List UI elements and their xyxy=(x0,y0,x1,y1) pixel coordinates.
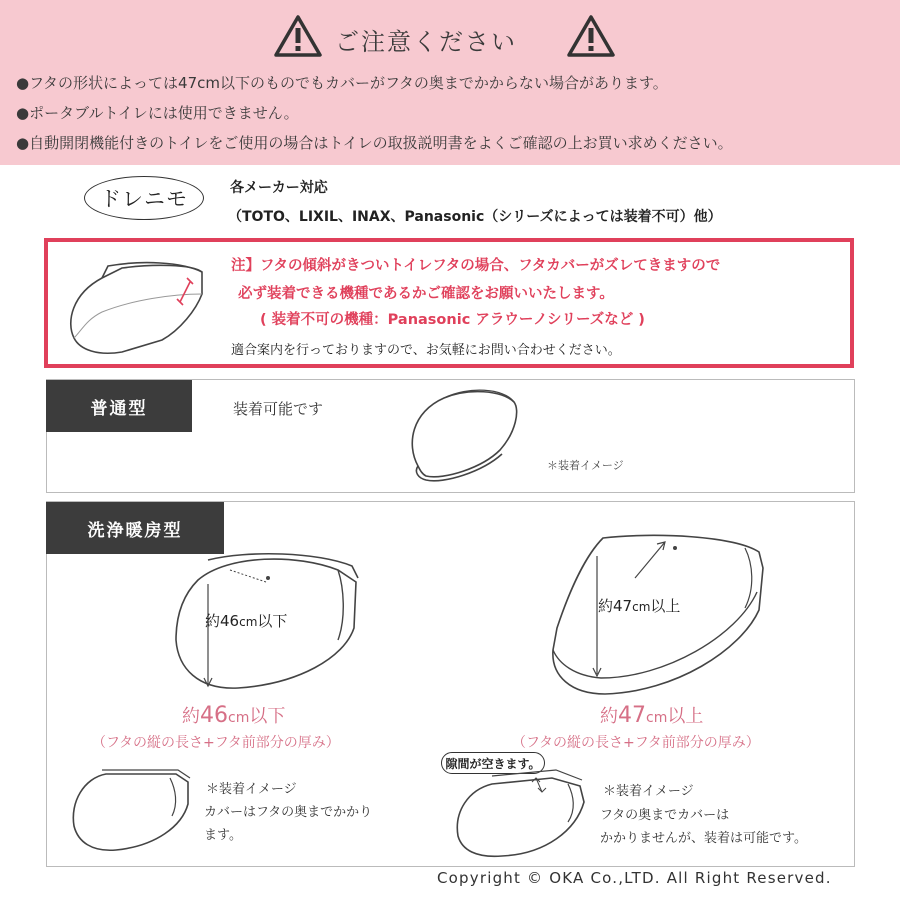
measure-number: 47 xyxy=(618,703,646,728)
size-subcaption-right: （フタの縦の長さ+フタ前部分の厚み） xyxy=(512,735,760,751)
normal-type-status: 装着可能です xyxy=(233,400,324,418)
measure-label-left xyxy=(205,610,287,631)
measure-unit: cm xyxy=(632,600,651,614)
measure-prefix: 約 xyxy=(205,612,221,630)
image-note: ＊装着イメージ xyxy=(547,459,624,472)
size-caption-right xyxy=(600,702,703,728)
notice-line: ●フタの形状によっては47cm以下のものでもカバーがフタの奥までかからない場合があります。 xyxy=(16,74,668,92)
contact-text: 適合案内を行っておりますので、お気軽にお問い合わせください。 xyxy=(231,343,621,358)
measure-unit: cm xyxy=(646,710,668,726)
image-note: ＊装着イメージ xyxy=(206,782,297,797)
caution-line: ( 装着不可の機種：Panasonic アラウーノシリーズなど ) xyxy=(260,312,645,328)
notice-title: ご注意ください xyxy=(335,28,517,56)
warning-icon xyxy=(567,14,615,58)
brand-logo: ドレニモ xyxy=(84,176,204,220)
measure-unit: cm xyxy=(228,710,250,726)
measure-suffix: 以下 xyxy=(249,706,286,727)
tilted-lid-illustration xyxy=(62,250,212,362)
fitted-cover-illustration xyxy=(66,766,194,858)
measure-number: 47 xyxy=(613,597,633,615)
image-note-line: フタの奥までカバーは xyxy=(600,808,730,823)
notice-title-row xyxy=(0,10,900,64)
compat-detail: （TOTO、LIXIL、INAX、Panasonic（シリーズによっては装着不可）他） xyxy=(228,209,722,225)
measure-suffix: 以上 xyxy=(667,706,704,727)
gap-callout: 隙間が空きます。 xyxy=(441,752,545,774)
notice-line: ●ポータブルトイレには使用できません。 xyxy=(16,104,299,122)
image-note: ＊装着イメージ xyxy=(603,784,694,799)
measure-suffix: 以上 xyxy=(650,597,681,615)
measure-prefix: 約 xyxy=(182,706,200,727)
size-caption-left xyxy=(182,702,285,728)
image-note-line: かかりませんが、装着は可能です。 xyxy=(600,831,807,846)
measure-prefix: 約 xyxy=(598,597,614,615)
normal-type-tag: 普通型 xyxy=(46,380,192,432)
warning-icon xyxy=(274,14,322,58)
measure-number: 46 xyxy=(220,612,240,630)
measure-unit: cm xyxy=(239,615,258,629)
measure-number: 46 xyxy=(200,703,228,728)
image-note-line: カバーはフタの奥までかかり xyxy=(204,805,373,820)
washlet-lid-large-illustration xyxy=(545,532,770,700)
caution-line: 必ず装着できる機種であるかご確認をお願いいたします。 xyxy=(238,286,614,302)
caution-box xyxy=(44,238,854,368)
compat-title: 各メーカー対応 xyxy=(230,180,328,196)
copyright: Copyright © OKA Co.,LTD. All Right Reserved. xyxy=(437,869,832,887)
measure-label-right xyxy=(598,595,680,616)
measure-suffix: 以下 xyxy=(257,612,288,630)
caution-line: 注】フタの傾斜がきついトイレフタの場合、フタカバーがズレてきますので xyxy=(231,258,721,274)
normal-lid-illustration xyxy=(404,384,522,484)
notice-line: ●自動開閉機能付きのトイレをご使用の場合はトイレの取扱説明書をよくご確認の上お買い求めください。 xyxy=(16,134,733,152)
gap-cover-illustration xyxy=(452,766,592,862)
image-note-line: ます。 xyxy=(204,828,242,843)
size-subcaption-left: （フタの縦の長さ+フタ前部分の厚み） xyxy=(92,735,340,751)
measure-prefix: 約 xyxy=(600,706,618,727)
washlet-type-tag: 洗浄暖房型 xyxy=(46,502,224,554)
notice-band xyxy=(0,0,900,165)
